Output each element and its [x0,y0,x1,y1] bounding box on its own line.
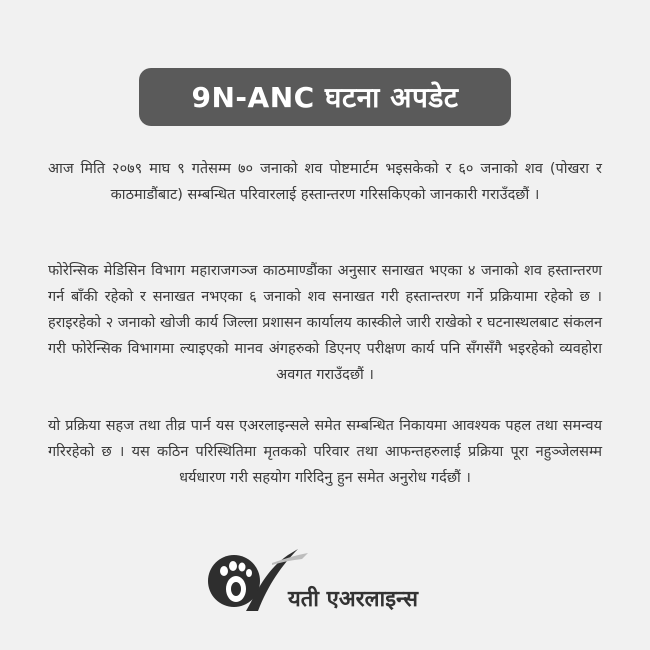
yeti-airlines-logo [206,545,446,615]
title-banner [139,68,511,126]
airline-name: यती एअरलाइन्स [288,587,419,612]
page-title: 9N-ANC घटना अपडेट [191,81,459,114]
paragraph-2: फोरेन्सिक मेडिसिन विभाग महाराजगञ्ज काठमाण्डौंका अनुसार सनाखत भएका ४ जनाको शव हस्तान्तरण गर्न बाँकी रहेको र सनाखत नभएका ६ जनाको शव सनाखत गरी हस्तान्तरण गर्ने प्रक्रियामा रहेको छ । हराइरहेको २ जनाको खोजी कार्य जिल्ला प्रशासन कार्यालय कास्कीले जारी राखेको र घटनास्थलबाट संकलन गरी फोरेन्सिक विभागमा ल्याइएको मानव अंगहरुको डिएनए परीक्षण कार्य पनि सँगसँगै भइरहेको व्यवहोरा अवगत गराउँदछौं । [48,263,602,383]
paragraph-3: यो प्रक्रिया सहज तथा तीव्र पार्न यस एअरलाइन्सले समेत सम्बन्धित निकायमा आवश्यक पहल तथा समन्वय गरिरहेको छ । यस कठिन परिस्थितिमा मृतकको परिवार तथा आफन्तहरुलाई प्रक्रिया पूरा नहुञ्जेलसम्म धर्यधारण गरी सहयोग गरिदिनु हुन समेत अनुरोध गर्दछौं । [48,418,602,486]
paragraph-1: आज मिति २०७९ माघ ९ गतेसम्म ७० जनाको शव पोष्टमार्टम भइसकेको र ६० जनाको शव (पोखरा र काठमाडौंबाट) सम्बन्धित परिवारलाई हस्तान्तरण गरिसकिएको जानकारी गराउँदछौं । [48,161,602,203]
